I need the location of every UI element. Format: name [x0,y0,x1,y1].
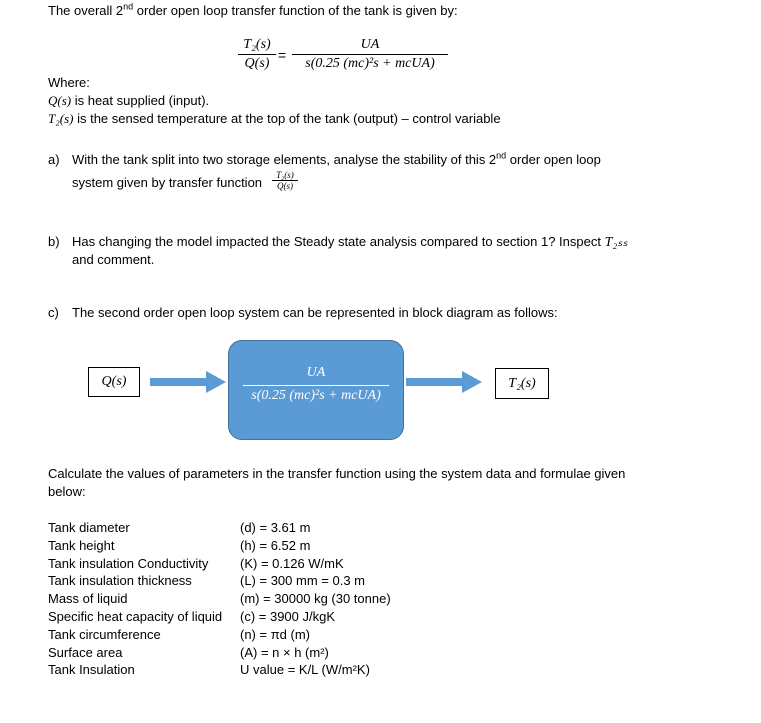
equation-equals: = [278,47,287,63]
param-value: U value = K/L (W/m²K) [240,662,370,678]
part-b-line2: and comment. [72,252,155,267]
part-a-fraction [272,170,298,191]
param-value: (A) = n × h (m²) [240,644,329,660]
param-value: (n) = πd (m) [240,626,311,642]
equation-lhs-numerator: T₂(s) [243,37,271,52]
where-t-text: is the sensed temperature at the top of the tank (output) – control variable [73,111,501,126]
part-c-marker: c) [48,305,59,320]
param-name: Tank diameter [48,520,130,535]
param-name: Tank insulation thickness [48,573,192,589]
param-value: (c) = 3900 J/kgK [240,608,336,624]
part-a-sup: nd [496,150,507,161]
param-value: (L) = 300 mm = 0.3 m [240,573,365,589]
part-a-marker: a) [48,152,60,167]
part-a-line1-a: With the tank split into two storage elements, analyse the stability of this 2 [72,152,497,167]
param-name: Tank Insulation [48,662,135,678]
where-t-symbol: T₂(s) [48,111,74,126]
block-fraction-bar [243,385,389,386]
param-name: Tank insulation Conductivity [48,555,209,571]
param-name: Tank circumference [48,626,161,642]
intro-sup: nd [123,1,134,12]
where-t-line [48,111,501,127]
equation-rhs-numerator: UA [360,37,380,52]
part-b-symbol: T₂ₛₛ [604,235,628,250]
param-value: (d) = 3.61 m [240,520,311,535]
equation-rhs [292,37,448,72]
input-box: Q(s) [88,367,140,397]
part-a-fraction-numerator: T₂(s) [276,170,294,180]
where-label: Where: [48,75,90,90]
params-names [48,519,222,679]
equation-rhs-bar [292,54,448,55]
intro-text-a: The overall 2 [48,3,124,18]
equation-rhs-denominator: s(0.25 (mc)²s + mcUA) [305,56,435,71]
intro-text [48,3,458,18]
part-b-line1 [72,234,628,251]
output-arrow-icon [406,371,482,393]
input-arrow-icon [150,371,226,393]
part-a-line1-b: order open loop [506,152,601,167]
intro-text-b: order open loop transfer function of the tank is given by: [133,3,458,18]
param-name: Specific heat capacity of liquid [48,608,223,624]
part-b-line1-text: Has changing the model impacted the Steady state analysis compared to section 1? Inspect [72,234,605,249]
param-value: (h) = 6.52 m [240,537,311,553]
where-q-symbol: Q(s) [48,93,72,108]
param-name: Surface area [48,644,123,660]
where-q-line [48,93,209,109]
equation-lhs-denominator: Q(s) [244,56,270,71]
part-a-fraction-denominator: Q(s) [277,181,293,191]
param-name: Mass of liquid [48,591,128,607]
output-box: T₂(s) [495,368,549,399]
block-denominator: s(0.25 (mc)²s + mcUA) [251,388,381,403]
equation-lhs-bar [238,54,276,55]
where-q-text: is heat supplied (input). [71,93,210,108]
param-name: Tank height [48,537,115,553]
calc-line2: below: [48,484,86,499]
block-numerator: UA [306,365,326,380]
part-c-line1: The second order open loop system can be represented in block diagram as follows: [72,305,558,320]
param-value: (K) = 0.126 W/mK [240,555,344,571]
part-a-line1 [72,152,601,167]
calc-line1: Calculate the values of parameters in the transfer function using the system data and formulae given [48,466,626,481]
params-values [240,519,391,679]
equation-lhs [238,37,276,72]
part-b-marker: b) [48,234,60,249]
param-value: (m) = 30000 kg (30 tonne) [240,591,391,607]
part-a-line2: system given by transfer function [72,175,263,190]
transfer-function-block [228,340,404,440]
